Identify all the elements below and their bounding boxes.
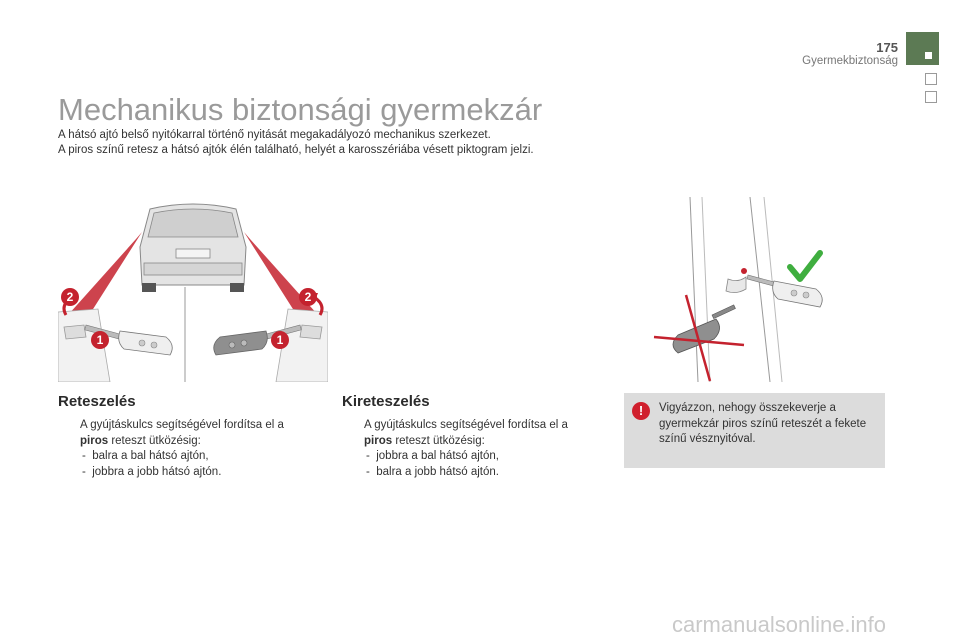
page-number: 175 xyxy=(876,40,898,55)
bold-red-word: piros xyxy=(364,434,393,447)
chapter-marker-icon xyxy=(925,52,932,59)
list-item: - jobbra a jobb hátsó ajtón. xyxy=(82,465,222,478)
bold-red-word: piros xyxy=(80,434,109,447)
chapter-box-icon xyxy=(925,91,937,103)
unlocking-step: A gyújtáskulcs segítségével fordítsa el a xyxy=(364,419,568,431)
wrong-key-icon xyxy=(673,305,735,353)
step-1-right-badge xyxy=(271,331,289,349)
watermark: carmanualsonline.info xyxy=(672,612,887,637)
latch-comparison-illustration xyxy=(640,197,840,382)
list-item: - jobbra a bal hátsó ajtón, xyxy=(366,450,499,462)
intro-line-2: A piros színű retesz a hátsó ajtók élén található, helyét a karosszériába vésett piktogram jelzi. xyxy=(58,144,534,156)
list-item: - balra a jobb hátsó ajtón. xyxy=(366,465,499,478)
unlocking-heading: Kireteszelés xyxy=(342,393,430,410)
car-rear-icon xyxy=(140,204,246,292)
svg-text:2: 2 xyxy=(66,290,74,304)
locking-step: A gyújtáskulcs segítségével fordítsa el a xyxy=(80,419,284,431)
step-2-right-badge xyxy=(299,288,317,306)
car-doors-illustration xyxy=(58,197,328,382)
check-icon xyxy=(790,253,820,279)
page-title: Mechanikus biztonsági gyermekzár xyxy=(58,92,543,127)
left-door-highlight xyxy=(68,232,142,317)
svg-text:1: 1 xyxy=(276,333,284,347)
list-item: - balra a bal hátsó ajtón, xyxy=(82,450,209,462)
warning-icon: ! xyxy=(632,402,650,420)
chapter-tab xyxy=(906,32,939,65)
locking-heading: Reteszelés xyxy=(58,393,136,410)
intro-text xyxy=(58,128,534,158)
unlocking-instructions: A gyújtáskulcs segítségével fordítsa el a piros reteszt ütközésig: - jobbra a bal hátsó ajtón, - balra a jobb hátsó ajtón. xyxy=(344,418,568,480)
svg-text:1: 1 xyxy=(96,333,104,347)
step-1-left-badge xyxy=(91,331,109,349)
red-latch-icon xyxy=(741,268,747,274)
step-2-left-badge xyxy=(61,288,79,306)
intro-line-1: A hátsó ajtó belső nyitókarral történő nyitását megakadályozó mechanikus szerkezet. xyxy=(58,129,491,141)
locking-instructions: A gyújtáskulcs segítségével fordítsa el a piros reteszt ütközésig: - balra a bal hátsó ajtón, - jobbra a jobb hátsó ajtón. xyxy=(60,418,284,480)
warning-box xyxy=(624,393,885,468)
chapter-box-icon xyxy=(925,73,937,85)
section-name: Gyermekbiztonság xyxy=(802,55,898,67)
svg-text:2: 2 xyxy=(304,290,312,304)
warning-text: Vigyázzon, nehogy összekeverje a gyermekzár piros színű reteszét a fekete színű vésznyitóval. xyxy=(659,402,867,445)
correct-key-icon xyxy=(747,275,822,307)
